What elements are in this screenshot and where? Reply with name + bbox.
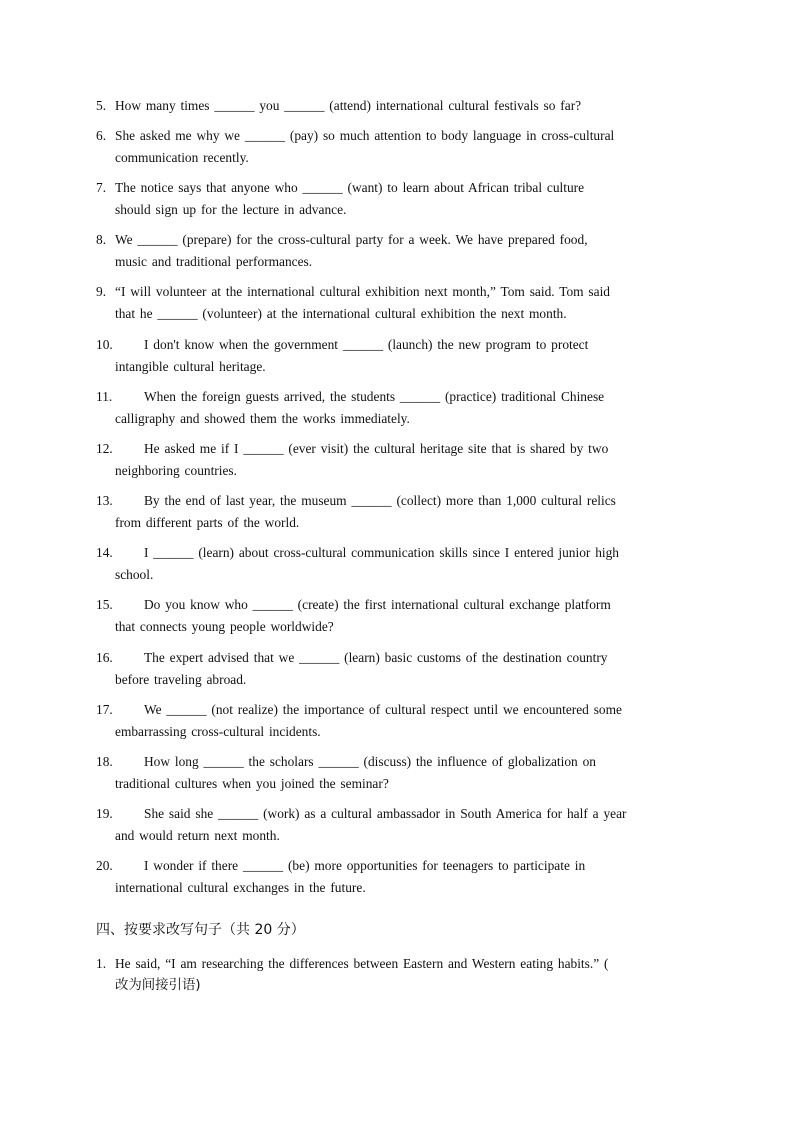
question-number: 18. xyxy=(96,754,113,769)
question-text: The notice says that anyone who ______ (want) to learn about African tribal culture xyxy=(115,180,585,195)
question-text-continued: international cultural exchanges in the future. xyxy=(115,880,366,895)
question-text-continued: that he ______ (volunteer) at the international cultural exhibition the next month. xyxy=(115,306,567,321)
question-text: By the end of last year, the museum ______ (collect) more than 1,000 cultural relics xyxy=(144,493,616,508)
question-number: 16. xyxy=(96,650,113,665)
question-number: 1. xyxy=(96,956,107,971)
question-number: 6. xyxy=(96,128,107,143)
question-text: The expert advised that we ______ (learn) basic customs of the destination country xyxy=(144,650,608,665)
question-number: 7. xyxy=(96,180,107,195)
question-text: How long ______ the scholars ______ (discuss) the influence of globalization on xyxy=(144,754,596,769)
question-text-continued: from different parts of the world. xyxy=(115,515,300,530)
question-number: 13. xyxy=(96,493,113,508)
question-text-continued: traditional cultures when you joined the seminar? xyxy=(115,776,389,791)
question-text: He asked me if I ______ (ever visit) the cultural heritage site that is shared by two xyxy=(144,441,609,456)
question-text-continued: neighboring countries. xyxy=(115,463,237,478)
question-number: 15. xyxy=(96,597,113,612)
question-text: When the foreign guests arrived, the students ______ (practice) traditional Chinese xyxy=(144,389,605,404)
question-text: He said, “I am researching the differences between Eastern and Western eating habits.” ( xyxy=(115,956,609,971)
question-text: She said she ______ (work) as a cultural ambassador in South America for half a year xyxy=(144,806,627,821)
question-text-continued: music and traditional performances. xyxy=(115,254,313,269)
question-text-continued: embarrassing cross-cultural incidents. xyxy=(115,724,321,739)
question-text: How many times ______ you ______ (attend) international cultural festivals so far? xyxy=(115,98,582,113)
question-text: I ______ (learn) about cross-cultural communication skills since I entered junior high xyxy=(144,545,620,560)
question-text-continued: and would return next month. xyxy=(115,828,280,843)
question-text-continued: school. xyxy=(115,567,154,582)
question-number: 11. xyxy=(96,389,113,404)
question-number: 8. xyxy=(96,232,107,247)
question-text: She asked me why we ______ (pay) so much attention to body language in cross-cultural xyxy=(115,128,615,143)
question-text-continued: communication recently. xyxy=(115,150,249,165)
question-number: 14. xyxy=(96,545,113,560)
question-number: 19. xyxy=(96,806,113,821)
question-text: “I will volunteer at the international cultural exhibition next month,” Tom said. Tom said xyxy=(115,284,610,299)
question-text: I don't know when the government ______ (launch) the new program to protect xyxy=(144,337,589,352)
question-text: Do you know who ______ (create) the first international cultural exchange platform xyxy=(144,597,611,612)
question-number: 9. xyxy=(96,284,107,299)
question-text-continued: should sign up for the lecture in advance. xyxy=(115,202,347,217)
question-number: 20. xyxy=(96,858,113,873)
question-text-continued: that connects young people worldwide? xyxy=(115,619,334,634)
question-text-continued: calligraphy and showed them the works immediately. xyxy=(115,411,410,426)
question-number: 17. xyxy=(96,702,113,717)
question-text: I wonder if there ______ (be) more opportunities for teenagers to participate in xyxy=(144,858,586,873)
question-text: We ______ (prepare) for the cross-cultural party for a week. We have prepared food, xyxy=(115,232,588,247)
question-number: 12. xyxy=(96,441,113,456)
question-instruction: 改为间接引语) xyxy=(115,978,201,993)
section-title: 四、按要求改写句子（共 20 分） xyxy=(96,922,305,938)
question-text: We ______ (not realize) the importance of cultural respect until we encountered some xyxy=(144,702,622,717)
question-text-continued: intangible cultural heritage. xyxy=(115,359,266,374)
question-number: 10. xyxy=(96,337,113,352)
question-number: 5. xyxy=(96,98,107,113)
question-text-continued: before traveling abroad. xyxy=(115,672,247,687)
